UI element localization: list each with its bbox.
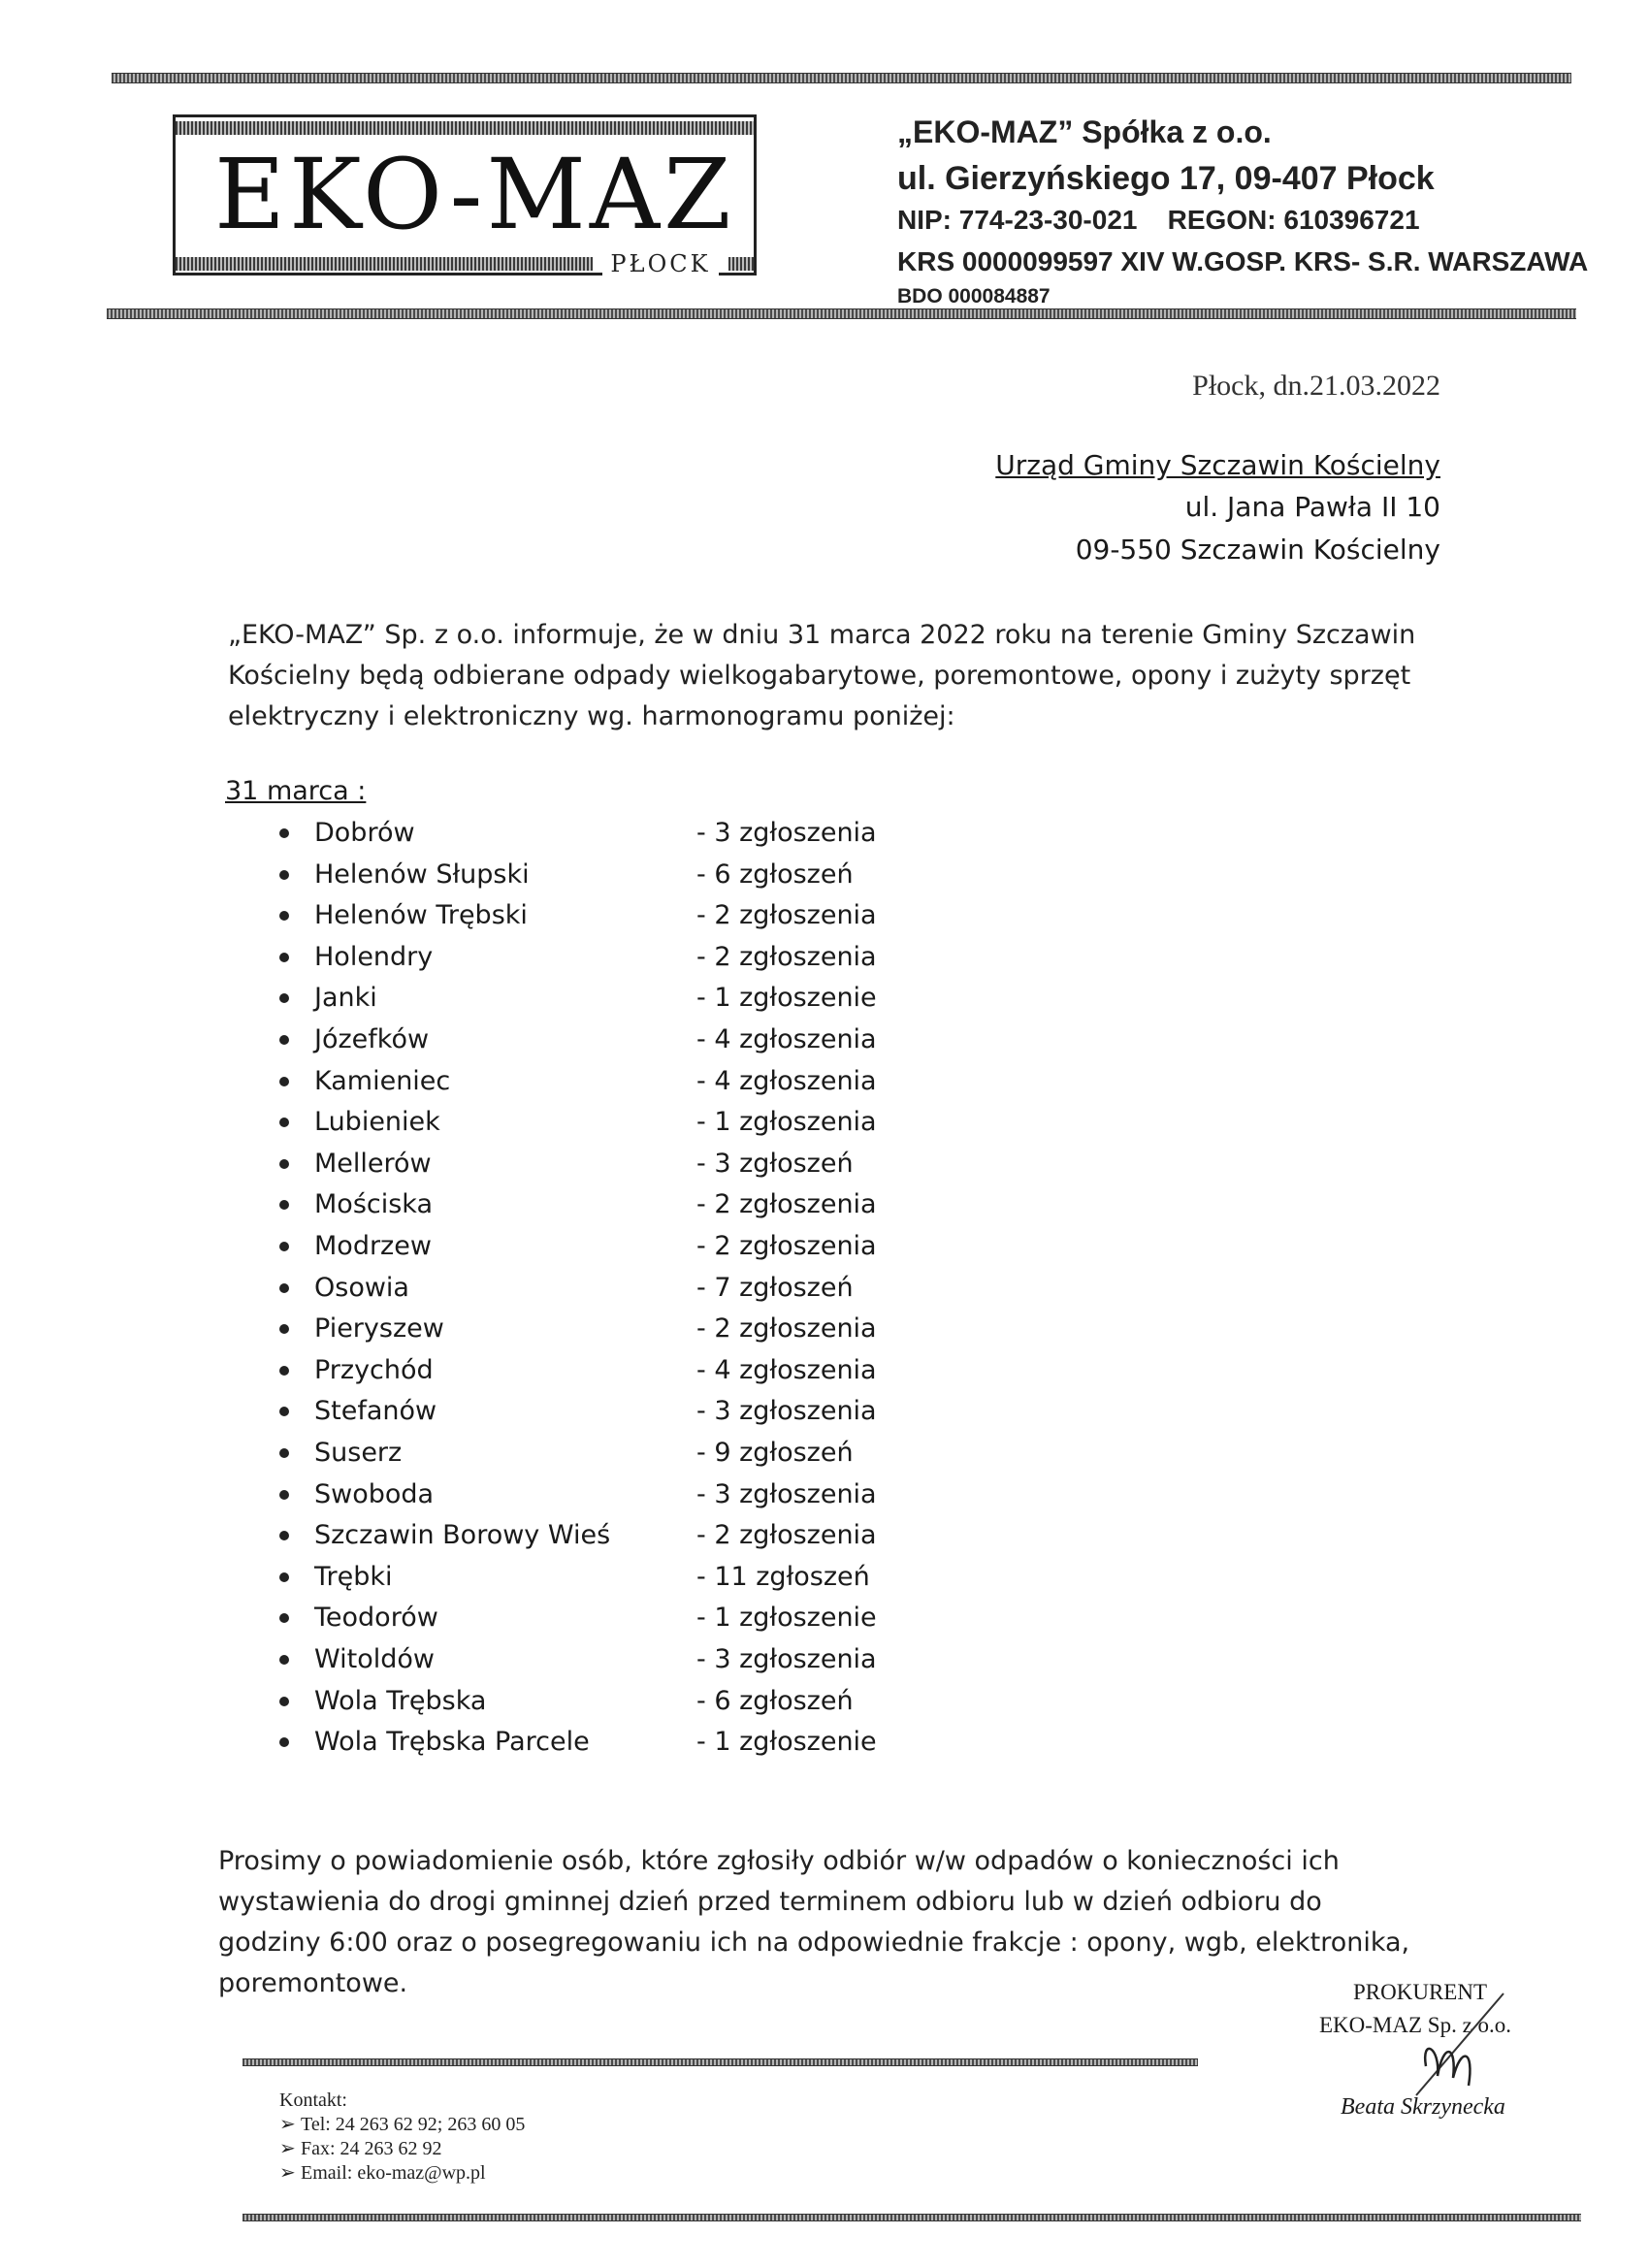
schedule-place: Wola Trębska	[314, 1686, 487, 1716]
bullet-icon	[279, 1490, 289, 1500]
schedule-count: - 3 zgłoszenia	[696, 1479, 877, 1509]
bullet-icon	[279, 1242, 289, 1251]
arrow-icon: ➢	[279, 2162, 296, 2184]
bullet-icon	[279, 1283, 289, 1293]
contact-tel-value: Tel: 24 263 62 92; 263 60 05	[301, 2114, 526, 2135]
schedule-place: Witoldów	[314, 1644, 435, 1674]
schedule-count: - 1 zgłoszenie	[696, 983, 877, 1013]
schedule-place: Stefanów	[314, 1396, 437, 1426]
schedule-count: - 2 zgłoszenia	[696, 1313, 877, 1344]
schedule-row	[279, 1102, 1249, 1143]
schedule-place: Szczawin Borowy Wieś	[314, 1520, 611, 1550]
schedule-list	[279, 813, 1249, 1764]
bullet-icon	[279, 1572, 289, 1582]
schedule-place: Kamieniec	[314, 1066, 451, 1096]
bullet-icon	[279, 1324, 289, 1334]
schedule-row	[279, 1598, 1249, 1638]
bullet-icon	[279, 1448, 289, 1458]
schedule-place: Pieryszew	[314, 1313, 444, 1344]
schedule-row	[279, 1309, 1249, 1349]
contact-tel	[279, 2113, 525, 2136]
schedule-count: - 11 zgłoszeń	[696, 1562, 870, 1592]
schedule-row	[279, 1681, 1249, 1722]
bullet-icon	[279, 1613, 289, 1623]
contact-label: Kontakt:	[279, 2090, 347, 2111]
bullet-icon	[279, 953, 289, 962]
schedule-row	[279, 1061, 1249, 1102]
schedule-row	[279, 813, 1249, 854]
bullet-icon	[279, 1035, 289, 1045]
bullet-icon	[279, 1737, 289, 1747]
bullet-icon	[279, 1118, 289, 1127]
schedule-place: Wola Trębska Parcele	[314, 1727, 590, 1757]
schedule-count: - 3 zgłoszenia	[696, 818, 877, 848]
schedule-place: Suserz	[314, 1438, 403, 1468]
schedule-row	[279, 1391, 1249, 1432]
schedule-row	[279, 1020, 1249, 1060]
schedule-place: Trębki	[314, 1562, 393, 1592]
letterhead-bottom-rule	[107, 308, 1576, 319]
bullet-icon	[279, 1531, 289, 1540]
arrow-icon: ➢	[279, 2114, 296, 2135]
schedule-place: Swoboda	[314, 1479, 435, 1509]
schedule-place: Dobrów	[314, 818, 415, 848]
schedule-count: - 1 zgłoszenia	[696, 1107, 877, 1137]
signature-title: PROKURENT	[1353, 1980, 1488, 2004]
schedule-count: - 1 zgłoszenie	[696, 1727, 877, 1757]
company-bdo: BDO 000084887	[897, 285, 1051, 308]
schedule-row	[279, 1184, 1249, 1225]
signature-company: EKO-MAZ Sp. z o.o.	[1319, 2013, 1512, 2037]
schedule-place: Janki	[314, 983, 377, 1013]
schedule-place: Przychód	[314, 1355, 434, 1385]
bullet-icon	[279, 1655, 289, 1665]
schedule-count: - 6 zgłoszeń	[696, 859, 854, 890]
contact-fax-value: Fax: 24 263 62 92	[301, 2138, 442, 2159]
schedule-count: - 2 zgłoszenia	[696, 1189, 877, 1219]
bullet-icon	[279, 870, 289, 880]
schedule-row	[279, 1144, 1249, 1184]
schedule-count: - 4 zgłoszenia	[696, 1066, 877, 1096]
schedule-count: - 9 zgłoszeń	[696, 1438, 854, 1468]
schedule-place: Holendry	[314, 942, 434, 972]
schedule-row	[279, 1557, 1249, 1598]
contact-email-value: Email: eko-maz@wp.pl	[301, 2162, 486, 2184]
bullet-icon	[279, 1200, 289, 1210]
schedule-count: - 2 zgłoszenia	[696, 1231, 877, 1261]
letterhead-top-rule	[112, 73, 1571, 83]
schedule-place: Helenów Trębski	[314, 900, 528, 930]
schedule-place: Teodorów	[314, 1603, 438, 1633]
bullet-icon	[279, 1697, 289, 1706]
schedule-row	[279, 1433, 1249, 1474]
schedule-row	[279, 978, 1249, 1019]
schedule-count: - 2 zgłoszenia	[696, 900, 877, 930]
signature-mark	[1397, 1989, 1523, 2105]
schedule-count: - 1 zgłoszenie	[696, 1603, 877, 1633]
bullet-icon	[279, 911, 289, 921]
schedule-count: - 6 zgłoszeń	[696, 1686, 854, 1716]
bullet-icon	[279, 1077, 289, 1086]
intro-paragraph: „EKO-MAZ” Sp. z o.o. informuje, że w dniu 31 marca 2022 roku na terenie Gminy Szczawin Kościelny będą odbierane odpady wielkogabarytowe, poremontowe, opony i zużyty sprzęt elektryczny i elektroniczny wg. harmonogramu poniżej:	[228, 620, 1416, 731]
schedule-row	[279, 1350, 1249, 1391]
schedule-count: - 3 zgłoszenia	[696, 1396, 877, 1426]
company-name: „EKO-MAZ” Spółka z o.o.	[897, 114, 1272, 149]
schedule-count: - 2 zgłoszenia	[696, 942, 877, 972]
recipient-name: Urząd Gminy Szczawin Kościelny	[995, 449, 1440, 481]
schedule-place: Mellerów	[314, 1149, 432, 1179]
schedule-row	[279, 1722, 1249, 1763]
schedule-row	[279, 1474, 1249, 1515]
schedule-row	[279, 855, 1249, 895]
company-nip-regon: NIP: 774-23-30-021 REGON: 610396721	[897, 205, 1420, 235]
bullet-icon	[279, 1407, 289, 1416]
schedule-heading: 31 marca :	[225, 776, 367, 806]
bullet-icon	[279, 1159, 289, 1169]
bullet-icon	[279, 993, 289, 1003]
recipient-street: ul. Jana Pawła II 10	[1184, 491, 1440, 523]
letter-date: Płock, dn.21.03.2022	[1192, 370, 1440, 402]
schedule-place: Helenów Słupski	[314, 859, 530, 890]
schedule-place: Mościska	[314, 1189, 434, 1219]
schedule-count: - 7 zgłoszeń	[696, 1273, 854, 1303]
arrow-icon: ➢	[279, 2138, 296, 2159]
schedule-count: - 3 zgłoszeń	[696, 1149, 854, 1179]
footer-bottom-rule	[242, 2214, 1581, 2221]
schedule-row	[279, 1639, 1249, 1680]
schedule-row	[279, 895, 1249, 936]
contact-fax	[279, 2137, 442, 2160]
schedule-place: Osowia	[314, 1273, 409, 1303]
schedule-place: Lubieniek	[314, 1107, 440, 1137]
company-address: ul. Gierzyńskiego 17, 09-407 Płock	[897, 160, 1435, 197]
signature-name: Beata Skrzynecka	[1341, 2094, 1505, 2120]
logo-city: PŁOCK	[602, 251, 719, 276]
bullet-icon	[279, 828, 289, 838]
schedule-count: - 4 zgłoszenia	[696, 1024, 877, 1054]
logo-text: EKO-MAZ	[214, 138, 735, 251]
schedule-count: - 4 zgłoszenia	[696, 1355, 877, 1385]
schedule-row	[279, 937, 1249, 978]
schedule-count: - 2 zgłoszenia	[696, 1520, 877, 1550]
schedule-place: Modrzew	[314, 1231, 432, 1261]
recipient-city: 09-550 Szczawin Kościelny	[1075, 534, 1440, 566]
schedule-row	[279, 1515, 1249, 1556]
footer-top-rule	[242, 2058, 1198, 2066]
schedule-count: - 3 zgłoszenia	[696, 1644, 877, 1674]
company-logo	[173, 114, 757, 275]
contact-email	[279, 2161, 486, 2185]
closing-paragraph: Prosimy o powiadomienie osób, które zgłosiły odbiór w/w odpadów o konieczności ich wystawienia do drogi gminnej dzień przed terminem odbioru lub w dzień odbioru do godziny 6:00 oraz o posegregowaniu ich na odpowiednie frakcje : opony, wgb, elektronika, poremontowe.	[218, 1846, 1410, 1998]
schedule-place: Józefków	[314, 1024, 430, 1054]
schedule-row	[279, 1268, 1249, 1309]
bullet-icon	[279, 1366, 289, 1376]
company-krs: KRS 0000099597 XIV W.GOSP. KRS- S.R. WARSZAWA	[897, 246, 1589, 276]
schedule-row	[279, 1226, 1249, 1267]
